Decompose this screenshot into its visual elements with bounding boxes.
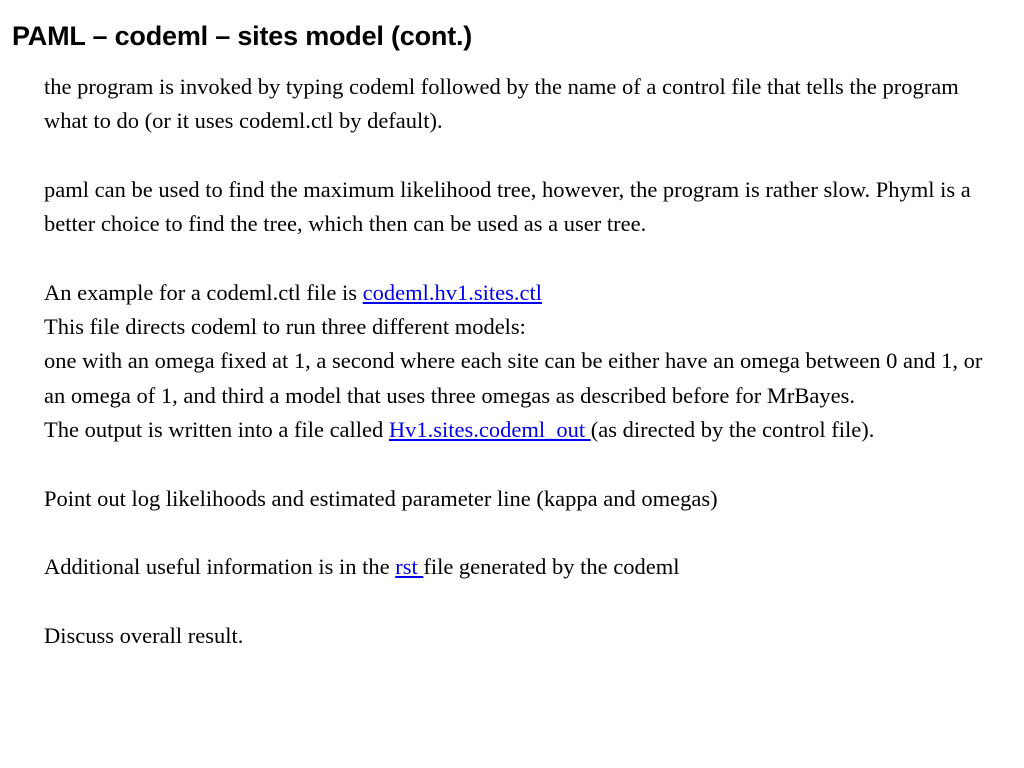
spacer	[44, 447, 984, 481]
slide-body	[44, 70, 984, 653]
paragraph-directs: This file directs codeml to run three different models:	[44, 314, 526, 340]
paragraph-example	[44, 276, 984, 310]
paragraph-invocation: the program is invoked by typing codeml followed by the name of a control file that tells the program what to do (or it uses codeml.ctl by default).	[44, 74, 959, 134]
rst-prefix-text: Additional useful information is in the	[44, 554, 396, 580]
slide-title: PAML – codeml – sites model (cont.)	[12, 21, 473, 51]
spacer	[44, 584, 984, 618]
paragraph-output	[44, 413, 984, 447]
spacer	[44, 241, 984, 275]
output-prefix-text: The output is written into a file called	[44, 416, 389, 442]
paragraph-ml-tree: paml can be used to find the maximum likelihood tree, however, the program is rather slow. Phyml is a better choice to find the tree, which then can be used as a user tree.	[44, 176, 971, 237]
paragraph-log-likelihoods: Point out log likelihoods and estimated parameter line (kappa and omegas)	[44, 485, 718, 511]
spacer	[44, 516, 984, 550]
paragraph-rst	[44, 550, 984, 584]
output-suffix-text: (as directed by the control file).	[590, 416, 875, 442]
codeml-ctl-link[interactable]: codeml.hv1.sites.ctl	[362, 279, 542, 305]
example-prefix-text: An example for a codeml.ctl file is	[44, 279, 363, 305]
rst-suffix-text: file generated by the codeml	[423, 554, 680, 580]
rst-file-link[interactable]: rst	[395, 554, 424, 580]
spacer	[44, 139, 984, 173]
paragraph-discuss: Discuss overall result.	[44, 622, 244, 648]
paragraph-models: one with an omega fixed at 1, a second where each site can be either have an omega between 0 and 1, or an omega of 1, and third a model that uses three omegas as described before for MrBayes.	[44, 348, 983, 408]
output-file-link[interactable]: Hv1.sites.codeml_out	[388, 416, 591, 442]
